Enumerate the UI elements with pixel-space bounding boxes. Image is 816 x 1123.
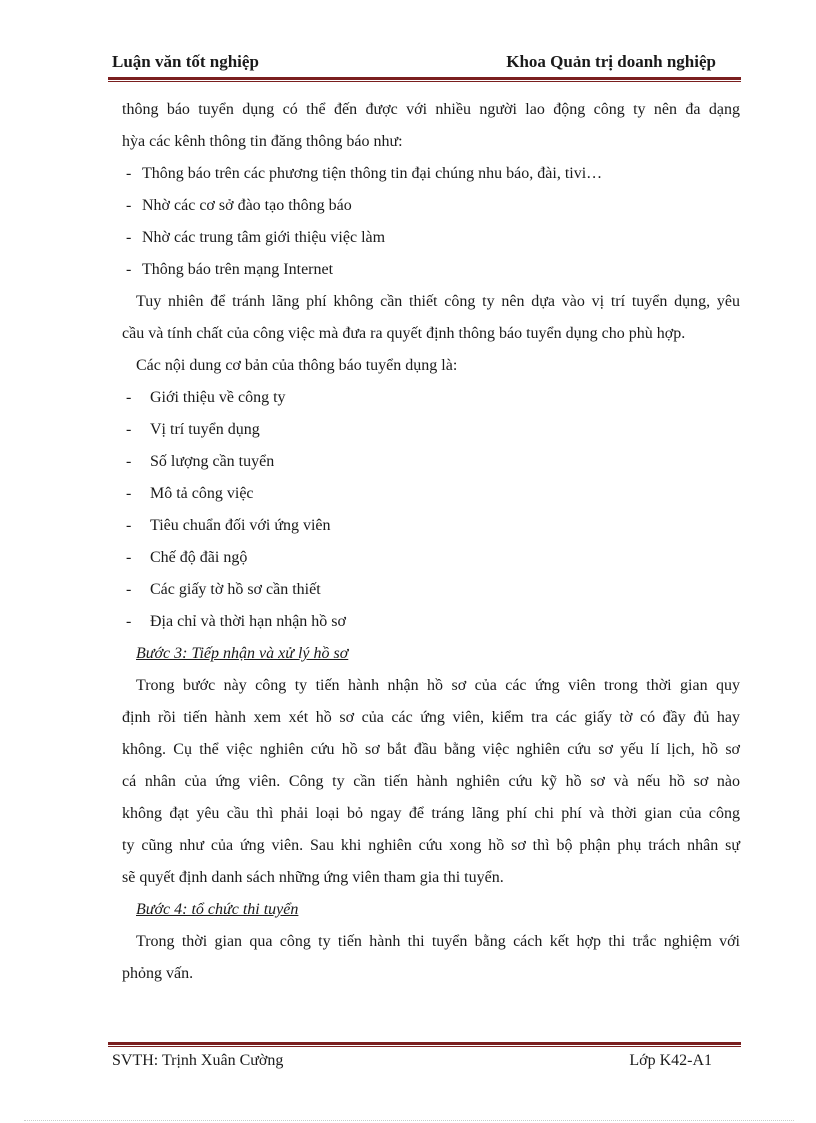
dash-bullet: - xyxy=(126,389,132,406)
list-item-text: Giới thiệu về công ty xyxy=(150,389,286,406)
list-item xyxy=(122,416,740,448)
dash-bullet: - xyxy=(126,549,132,566)
page-body xyxy=(122,96,740,992)
paragraph-line: ty cũng như của ứng viên. Sau khi nghiên cứu xong hồ sơ thì bộ phận phụ trách nhân sự xyxy=(122,837,740,854)
list-item xyxy=(122,224,740,256)
dash-bullet: - xyxy=(126,229,132,246)
paragraph-line: không. Cụ thể việc nghiên cứu hồ sơ bắt đầu bằng việc nghiên cứu sơ yếu lí lịch, hồ sơ xyxy=(122,741,740,758)
paragraph-line: thông báo tuyển dụng có thể đến được với nhiều người lao động công ty nên đa dạng xyxy=(122,101,740,118)
paragraph-line: định rồi tiến hành xem xét hồ sơ của các ứng viên, kiểm tra các giấy tờ có đầy đủ hay xyxy=(122,709,740,726)
list-item-text: Các giấy tờ hồ sơ cần thiết xyxy=(150,581,321,598)
dash-bullet: - xyxy=(126,165,132,182)
dash-bullet: - xyxy=(126,613,132,630)
dash-bullet: - xyxy=(126,517,132,534)
paragraph-line: Trong thời gian qua công ty tiến hành thi tuyển bằng cách kết hợp thi trắc nghiệm với xyxy=(136,933,740,950)
list-item-text: Tiêu chuẩn đối với ứng viên xyxy=(150,517,331,534)
dash-bullet: - xyxy=(126,453,132,470)
section-heading: Bước 4: tổ chức thi tuyển xyxy=(136,901,299,918)
header-faculty: Khoa Quản trị doanh nghiệp xyxy=(506,52,716,71)
list-item-text: Chế độ đãi ngộ xyxy=(150,549,248,566)
paragraph-line: Trong bước này công ty tiến hành nhận hồ sơ của các ứng viên trong thời gian quy xyxy=(136,677,740,694)
paragraph-line: không đạt yêu cầu thì phải loại bỏ ngay để tráng lãng phí chi phí và thời gian của công xyxy=(122,805,740,822)
page-header xyxy=(112,50,716,74)
list-item-text: Nhờ các cơ sở đào tạo thông báo xyxy=(142,197,352,214)
footer-student: SVTH: Trịnh Xuân Cường xyxy=(112,1052,284,1069)
footer-class: Lớp K42-A1 xyxy=(629,1052,712,1069)
list-item xyxy=(122,448,740,480)
list-item xyxy=(122,576,740,608)
list-item xyxy=(122,256,740,288)
paragraph-line: cá nhân của ứng viên. Công ty cần tiến hành nghiên cứu kỹ hồ sơ và nếu hồ sơ nào xyxy=(122,773,740,790)
list-item-text: Địa chỉ và thời hạn nhận hồ sơ xyxy=(150,613,346,630)
list-item-text: Mô tả công việc xyxy=(150,485,254,502)
paragraph-line: sẽ quyết định danh sách những ứng viên tham gia thi tuyển. xyxy=(122,869,504,886)
dash-bullet: - xyxy=(126,261,132,278)
list-item-text: Thông báo trên các phương tiện thông tin đại chúng nhu báo, đài, tivi… xyxy=(142,165,603,182)
list-item-text: Thông báo trên mạng Internet xyxy=(142,261,334,278)
paragraph-line: hỳa các kênh thông tin đăng thông báo như: xyxy=(122,133,403,150)
paragraph-line: phỏng vấn. xyxy=(122,965,194,982)
dash-bullet: - xyxy=(126,197,132,214)
list-item-text: Vị trí tuyển dụng xyxy=(150,421,260,438)
footer-rule xyxy=(108,1042,741,1047)
dash-bullet: - xyxy=(126,485,132,502)
list-item xyxy=(122,160,740,192)
dash-bullet: - xyxy=(126,581,132,598)
list-item xyxy=(122,384,740,416)
list-item-text: Nhờ các trung tâm giới thiệu việc làm xyxy=(142,229,386,246)
page-edge-divider xyxy=(24,1120,794,1121)
header-thesis-title: Luận văn tốt nghiệp xyxy=(112,52,259,71)
list-item-text: Số lượng cần tuyển xyxy=(150,453,275,470)
list-item xyxy=(122,480,740,512)
paragraph-line: cầu và tính chất của công việc mà đưa ra quyết định thông báo tuyển dụng cho phù hợp. xyxy=(122,325,686,342)
list-item xyxy=(122,544,740,576)
paragraph-line: Tuy nhiên để tránh lãng phí không cần thiết công ty nên dựa vào vị trí tuyển dụng, yêu xyxy=(136,293,740,310)
list-item xyxy=(122,192,740,224)
list-item xyxy=(122,512,740,544)
paragraph-line: Các nội dung cơ bản của thông báo tuyển dụng là: xyxy=(136,357,458,374)
header-rule xyxy=(108,77,741,82)
section-heading: Bước 3: Tiếp nhận và xử lý hồ sơ xyxy=(136,645,349,662)
page-footer xyxy=(112,1052,712,1074)
dash-bullet: - xyxy=(126,421,132,438)
list-item xyxy=(122,608,740,640)
